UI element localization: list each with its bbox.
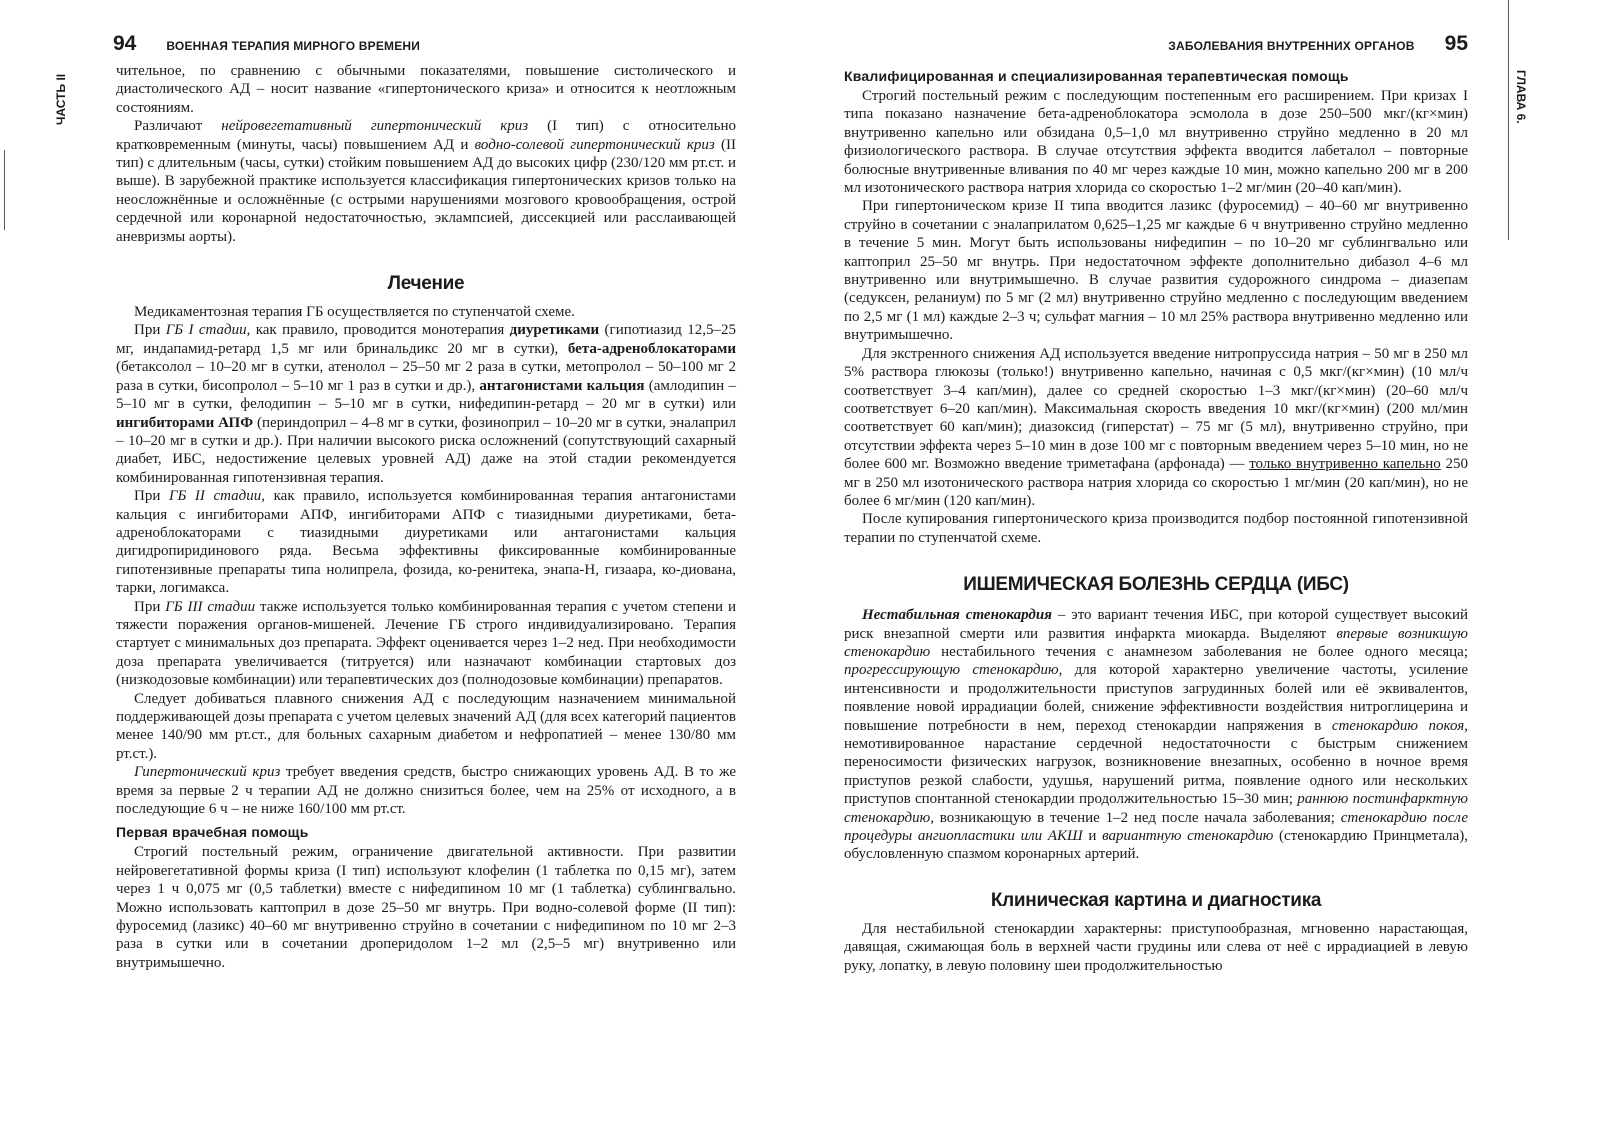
text-run: , возникающую в течение 1–2 нед после начала заболевания; (930, 809, 1341, 826)
text-run: Для нестабильной стенокардии характерны: приступообразная, мгновенно нарастающая, давящая, сжимающая боль в верхней части грудины или слева от неё с иррадиацией в левую руку, лопатку, в левую половину шеи продолжительностью (844, 920, 1468, 974)
text-run: – это вариант течения ИБС, при которой существует высокий риск внезапной смерти или развития инфаркта миокарда. Выделяют (844, 607, 1469, 642)
chapter-label: ГЛАВА 6. (1514, 70, 1528, 124)
text-run: (амлодипин – 5–10 мг в сутки, фелодипин – 5–10 мг в сутки, нифедипин-ретард – 20 мг в сутки) или (116, 377, 736, 413)
paragraph (116, 117, 736, 246)
emphasized-text: раннюю постинфарктную стенокардию (844, 791, 1468, 826)
emphasized-text: Гипертонический криз (134, 764, 281, 781)
text-run: , для которой характерно увеличение частоты, усиление интенсивности и продолжительности приступов загрудинных болей или её эквивалентов, появление новой иррадиации болей, снижение эффективности воздействия нитроглицерина и повышение потребности в нем, переход стенокардии напряжения в (844, 662, 1468, 734)
part-label: ЧАСТЬ II (54, 73, 68, 125)
text-run: требует введения средств, быстро снижающих уровень АД. В то же время за первые 2 ч терапии АД не должно снизиться более, чем на 25% от исходного, а в последующие 6 ч – не ниже 160/100 мм рт.ст. (116, 764, 736, 818)
paragraph (116, 62, 736, 117)
paragraph (844, 345, 1468, 511)
text-run: нестабильного течения с анамнезом заболевания не более одного месяца; (930, 643, 1468, 660)
text-run: (стенокардию Принцметала), обусловленную спазмом коронарных артерий. (844, 828, 1468, 863)
text-run: При (134, 322, 166, 339)
text-run: и (1082, 828, 1103, 845)
emphasized-text: Нестабильная стенокардия (862, 607, 1052, 624)
text-run: (периндоприл – 4–8 мг в сутки, фозиноприл – 10–20 мг в сутки, эналаприл – 10–20 мг в сутки и др.). При наличии высокого риска осложнений (сопутствующий сахарный диабет, ИБС, недостижение целевых уровней АД) даже на этой стадии рекомендуется комбинированная гипотензивная терапия. (116, 414, 736, 486)
emphasized-text: только внутривенно капельно (1249, 456, 1441, 473)
text-run: (I тип) с относительно кратковременным (минуты, часы) повышением АД и (116, 118, 737, 153)
text-run: При (134, 598, 166, 615)
section-heading: Лечение (387, 273, 465, 295)
section-heading: Клиническая картина и диагностика (990, 889, 1322, 911)
text-run: Для экстренного снижения АД используется введение нитропруссида натрия – 50 мг в 250 мл 5% раствора глюкозы (только!) внутривенно капельно, начиная с 0,5 мкг/(кг×мин) (10 мл/ч соответствует 3–4 кап/мин), далее со средней скоростью 1–3 мкг/(кг×мин) (20–60 мл/ч соответствует 6–20 кап/мин). Максимальная скорость введения 10 мкг/(кг×мин) (200 мл/мин соответствует 60 кап/мин); диазоксид (гиперстат) – 75 мг (5 мл), внутривенно струйно, при отсутствии эффекта через 5–10 мин в дозе 100 мг с повторным введением через 5–10 мин, но не более 600 мг. Возможно введение триметафана (арфонада) — (844, 345, 1468, 473)
paragraph (116, 843, 736, 972)
emphasized-text: вариантную стенокардию (1102, 828, 1274, 845)
emphasized-text: диуретиками (509, 322, 600, 339)
subsection-heading: Квалифицированная и специализированная терапевтическая помощь (844, 68, 1349, 84)
emphasized-text: нейровегетативный гипертонический криз (221, 118, 529, 135)
right-page (800, 0, 1600, 1146)
emphasized-text: ГБ II стадии (168, 488, 262, 505)
margin-line (4, 150, 5, 230)
text-run: (II тип) с длительным (часы, сутки) стойким повышением АД до высоких цифр (230/120 мм рт.ст. и выше). В зарубежной практике используется классификация гипертонических кризов только на неосложнённые и осложнённые (с острыми нарушениями мозгового кровообращения, острой сердечной или коронарной недостаточностью, эклампсией, диссекцией или расслаивающей аневризмы аорты). (116, 136, 736, 245)
subsection-heading: Первая врачебная помощь (116, 824, 309, 841)
paragraph (116, 303, 736, 321)
running-head: ЗАБОЛЕВАНИЯ ВНУТРЕННИХ ОРГАНОВ (1168, 39, 1415, 53)
paragraph (844, 87, 1468, 197)
paragraph (844, 510, 1468, 547)
paragraph (116, 763, 736, 818)
paragraph (844, 197, 1468, 344)
right-page-text-column (844, 64, 1468, 975)
text-run: Следует добиваться плавного снижения АД с последующим назначением минимальной поддерживающей дозы препарата с учетом целевых значений АД (для всех категорий пациентов менее 140/90 мм рт.ст., для больных сахарным диабетом и нефропатией – менее 130/80 мм рт.ст.). (116, 690, 736, 762)
paragraph (116, 321, 736, 487)
right-page-header (1168, 32, 1468, 56)
emphasized-text: водно-солевой гипертонический криз (474, 136, 715, 153)
emphasized-text: стенокардию после процедуры ангиопластики или АКШ (844, 809, 1468, 845)
text-run: Строгий постельный режим с последующим постепенным его расширением. При кризах I типа показано назначение бета-адреноблокатора эсмолола в дозе 250–500 мкг/(кг×мин) внутривенно капельно или обзидана 0,5–1,0 мл внутривенно струйно медленно в 20 мл физиологического раствора. В случае отсутствия эффекта вводится лабеталол – повторные болюсные внутривенные вливания по 40 мг через каждые 10 мин, можно капельно 200 мг в 200 мл изотонического раствора натрия хлорида со скоростью 1–2 мг/мин (20–40 кап/мин). (844, 88, 1468, 197)
page-number: 94 (113, 32, 137, 55)
text-run: (бетаксолол – 10–20 мг в сутки, атенолол – 25–50 мг 2 раза в сутки, метопролол – 50–100 мг 2 раза в сутки, бисопролол – 5–10 мг 1 раз в сутки и др.), (116, 359, 736, 394)
text-run: , как правило, используется комбинированная терапия антагонистами кальция с ингибиторами АПФ, ингибиторами АПФ с тиазидными диуретиками, бета-адреноблокаторами с тиазидными диуретиками или антагонистами кальция дигидропиридинового ряда. Весьма эффективны фиксированные комбинированные гипотензивные препараты типа нолипрела, фозида, ко-ренитека, энапа-Н, гизаара, ко-диована, тарки, логимакса. (116, 488, 736, 597)
text-run: также используется только комбинированная терапия с учетом степени и тяжести поражения органов-мишеней. Лечение ГБ строго индивидуализировано. Терапия стартует с минимальных доз препарата. Эффект оценивается через 1–2 нед. При необходимости доза препарата увеличивается (титруется) или назначают комбинации стартовых доз (низкодозовые комбинации) или терапевтических доз (полнодозовые комбинации) препаратов. (116, 598, 736, 689)
emphasized-text: впервые возникшую стенокардию (844, 625, 1468, 660)
left-page-text-column (116, 62, 736, 972)
text-run: После купирования гипертонического криза производится подбор постоянной гипотензивной терапии по ступенчатой схеме. (844, 511, 1468, 546)
paragraph (116, 598, 736, 690)
text-run: Медикаментозная терапия ГБ осуществляется по ступенчатой схеме. (134, 304, 575, 321)
emphasized-text: ингибиторами АПФ (116, 414, 254, 431)
running-head: ВОЕННАЯ ТЕРАПИЯ МИРНОГО ВРЕМЕНИ (166, 39, 421, 53)
text-run: Строгий постельный режим, ограничение двигательной активности. При развитии нейровегетативной формы криза (I тип) используют клофелин (1 таблетка по 0,15 мг), затем через 1 ч 0,075 мг (0,5 таблетки) вместе с нифедипином 10 мг (1 таблетка) сублингвально. Можно использовать каптоприл в дозе 25–50 мг внутрь. При водно-солевой форме (II тип): фуросемид (лазикс) 40–60 мг внутривенно струйно в сочетании с нифедипином по 10 мг 2–3 раза в сутки или в сочетании дроперидолом 1–2 мл (2,5–5 мг) внутривенно или внутримышечно. (116, 844, 736, 971)
margin-line (1508, 0, 1509, 240)
text-run: чительное, по сравнению с обычными показателями, повышение систолического и диастолического АД – носит название «гипертонического криза» и относится к неотложным состояниям. (116, 63, 736, 116)
text-run: (гипотиазид 12,5–25 мг, индапамид-ретард 1,5 мг или бринальдикс 20 мг в сутки), (116, 322, 736, 357)
text-run: , немотивированное нарастание сердечной недостаточности с быстрым снижением переносимости физических нагрузок, возникновение внезапных, особенно в ночное время приступов резкой слабости, удушья, нарушений ритма, появление одного или нескольких приступов спонтанной стенокардии продолжительностью 15–30 мин; (844, 717, 1468, 808)
left-page-header (113, 32, 420, 56)
text-run: 250 мг в 250 мл изотонического раствора натрия хлорида со скоростью 1 мг/мин (20 кап/мин), но не более 6 мг/мин (120 кап/мин). (844, 456, 1469, 509)
paragraph (844, 920, 1468, 975)
paragraph (844, 606, 1468, 864)
text-run: При (134, 488, 169, 505)
emphasized-text: ГБ III стадии (165, 598, 256, 615)
emphasized-text: бета-адреноблокаторами (567, 340, 736, 357)
emphasized-text: прогрессирующую стенокардию (844, 662, 1059, 679)
paragraph (116, 487, 736, 597)
section-heading: ИШЕМИЧЕСКАЯ БОЛЕЗНЬ СЕРДЦА (ИБС) (963, 574, 1349, 596)
paragraph (116, 690, 736, 764)
text-run: , как правило, проводится монотерапия (246, 322, 510, 339)
emphasized-text: стенокардию покоя (1331, 717, 1465, 734)
page-number: 95 (1444, 32, 1468, 55)
text-run: Различают (134, 118, 222, 135)
emphasized-text: ГБ I стадии (165, 322, 247, 339)
text-run: При гипертоническом кризе II типа вводится лазикс (фуросемид) – 40–60 мг внутривенно струйно в сочетании с эналаприлатом 0,625–1,25 мг каждые 6 ч внутривенно струйно медленно в течение 5 мин. Могут быть использованы нифедипин – по 10–20 мг сублингвально или каптоприл 25–50 мг внутрь. При недостаточном эффекте дополнительно дибазол 4–6 мл внутривенно или внутримышечно. В случае развития судорожного синдрома – диазепам (седуксен, реланиум) по 5 мг (2 мл) внутривенно струйно медленно с последующим введением по 2,5 мг (1 мл) каждые 2–3 ч; сульфат магния – 10 мл 25% раствора внутривенно медленно или внутримышечно. (844, 198, 1468, 344)
emphasized-text: антагонистами кальция (479, 377, 645, 394)
